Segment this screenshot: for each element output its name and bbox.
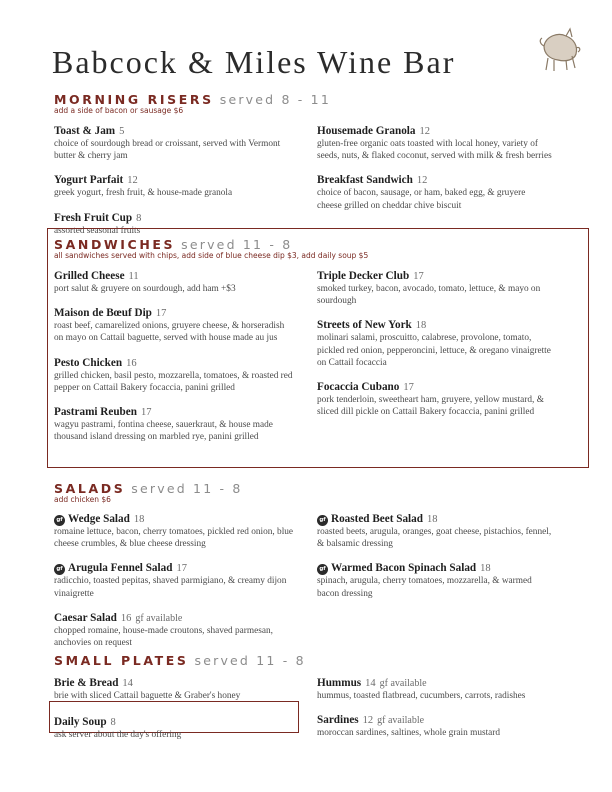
item-name: Housemade Granola <box>317 125 416 137</box>
menu-item <box>54 671 294 702</box>
item-description: moroccan sardines, saltines, whole grain mustard <box>317 728 501 739</box>
item-name: Grilled Cheese <box>54 270 125 282</box>
item-price: 18 <box>133 514 145 525</box>
item-price: 12 <box>127 175 138 187</box>
item-price: 17 <box>176 563 187 575</box>
item-description: port salut & gruyere on sourdough, add ham +$3 <box>54 284 236 294</box>
item-name: Streets of New York <box>317 319 412 332</box>
item-price: 18 <box>415 320 427 332</box>
menu-item <box>54 119 294 162</box>
item-price: 14 <box>365 678 376 689</box>
menu-item <box>54 264 294 295</box>
item-name: Breakfast Sandwich <box>317 174 413 187</box>
item-name: Fresh Fruit Cup <box>54 211 133 224</box>
menu-item <box>54 507 294 550</box>
item-name: Triple Decker Club <box>317 270 410 282</box>
item-price: 8 <box>110 717 116 729</box>
section-note: all sandwiches served with chips, add side of blue cheese dip $3, add daily soup $5 <box>54 251 369 260</box>
item-description: brie with sliced Cattail baguette & Graber's honey <box>54 691 241 701</box>
item-description: smoked turkey, bacon, avocado, tomato, lettuce, & mayo on sourdough <box>317 284 541 307</box>
small-plates-left-column <box>54 671 294 747</box>
item-price: 12 <box>419 126 431 137</box>
item-price: 11 <box>128 271 139 282</box>
item-price: 17 <box>403 382 414 394</box>
section-name: SANDWICHES <box>54 237 176 252</box>
item-description: roasted beets, arugula, oranges, goat cheese, pistachios, fennel, & balsamic dressing <box>317 527 552 550</box>
item-description: spinach, arugula, cherry tomatoes, mozzarella, & warmed bacon dressing <box>317 576 532 599</box>
item-description: assorted seasonal fruits <box>54 225 141 236</box>
item-name: Pastrami Reuben <box>54 406 137 419</box>
menu-item <box>317 507 552 550</box>
section-name: SMALL PLATES <box>54 653 189 668</box>
item-name: Hummus <box>317 677 362 689</box>
menu-item <box>54 351 294 394</box>
item-description: choice of sourdough bread or croissant, served with Vermont butter & cherry jam <box>54 139 281 162</box>
gluten-free-icon: gf <box>54 564 65 575</box>
item-name: Warmed Bacon Spinach Salad <box>331 562 477 575</box>
item-name: Focaccia Cubano <box>317 381 400 394</box>
item-gf-note: gf available <box>135 612 183 624</box>
item-price: 17 <box>155 308 167 320</box>
item-price: 14 <box>122 678 133 689</box>
item-name: Caesar Salad <box>54 611 117 624</box>
item-description: grilled chicken, basil pesto, mozzarella, tomatoes, & roasted red pepper on Cattail Bakery focaccia, panini grilled <box>54 370 293 393</box>
item-price: 8 <box>136 212 142 224</box>
morning-right-column <box>317 119 552 218</box>
item-description: gluten-free organic oats toasted with local honey, variety of seeds, nuts, & flaked coconut, served with milk & fresh berries <box>317 139 552 162</box>
item-description: molinari salami, proscuitto, calabrese, provolone, tomato, pickled red onion, pepperoncini, lettuce, & oregano vinaigrette on Cattail focaccia <box>317 333 551 368</box>
item-gf-note: gf available <box>377 715 425 727</box>
section-name: MORNING RISERS <box>54 92 214 107</box>
menu-item <box>54 606 294 649</box>
item-description: ask server about the day's offering <box>54 730 182 741</box>
item-name: Maison de Bœuf Dip <box>54 307 152 320</box>
gluten-free-icon: gf <box>54 515 65 526</box>
menu-item <box>317 168 552 211</box>
item-gf-note: gf available <box>379 678 427 689</box>
menu-item <box>54 400 294 443</box>
small-plates-right-column <box>317 671 552 745</box>
sandwiches-left-column <box>54 264 294 449</box>
menu-item <box>54 168 294 199</box>
salads-right-column <box>317 507 552 606</box>
menu-item <box>317 375 552 418</box>
menu-item <box>54 301 294 344</box>
menu-item <box>54 710 294 741</box>
section-name: SALADS <box>54 481 126 496</box>
section-time: served 11 - 8 <box>194 653 306 668</box>
item-description: hummus, toasted flatbread, cucumbers, carrots, radishes <box>317 691 526 701</box>
item-name: Daily Soup <box>54 716 107 729</box>
item-price: 18 <box>480 563 491 575</box>
item-price: 12 <box>416 175 428 187</box>
menu-item <box>317 313 552 369</box>
item-description: chopped romaine, house-made croutons, shaved parmesan, anchovies on request <box>54 625 273 649</box>
salads-left-column <box>54 507 294 655</box>
item-name: Roasted Beet Salad <box>331 513 423 525</box>
item-name: Yogurt Parfait <box>54 174 124 187</box>
item-description: wagyu pastrami, fontina cheese, sauerkraut, & house made thousand island dressing on marbled rye, panini grilled <box>54 420 273 443</box>
item-name: Arugula Fennel Salad <box>68 562 173 575</box>
item-description: radicchio, toasted pepitas, shaved parmigiano, & creamy dijon vinaigrette <box>54 576 287 599</box>
menu-item <box>317 708 552 739</box>
item-name: Wedge Salad <box>68 513 130 525</box>
morning-left-column <box>54 119 294 243</box>
menu-item <box>317 119 552 162</box>
item-price: 17 <box>413 271 424 282</box>
item-name: Toast & Jam <box>54 125 116 137</box>
item-price: 17 <box>140 407 152 419</box>
item-price: 16 <box>120 612 132 624</box>
menu-item <box>317 556 552 599</box>
section-note: add a side of bacon or sausage $6 <box>54 106 184 115</box>
pig-logo-icon <box>536 24 582 74</box>
item-name: Sardines <box>317 714 359 727</box>
section-time: served 11 - 8 <box>131 481 243 496</box>
item-description: greek yogurt, fresh fruit, & house-made granola <box>54 188 233 199</box>
item-price: 12 <box>362 715 374 727</box>
item-name: Pesto Chicken <box>54 356 123 369</box>
sandwiches-right-column <box>317 264 552 424</box>
menu-item <box>317 671 552 702</box>
item-price: 5 <box>119 126 125 137</box>
item-description: romaine lettuce, bacon, cherry tomatoes, pickled red onion, blue cheese crumbles, & blue cheese dressing <box>54 527 294 550</box>
gluten-free-icon: gf <box>317 564 328 575</box>
section-time: served 11 - 8 <box>181 237 293 252</box>
gluten-free-icon: gf <box>317 515 328 526</box>
small-plates-heading <box>54 650 306 669</box>
item-price: 18 <box>427 514 438 525</box>
section-note: add chicken $6 <box>54 495 111 504</box>
menu-title: Babcock & Miles Wine Bar <box>52 44 456 80</box>
item-description: roast beef, camarelized onions, gruyere cheese, & horseradish on mayo on Cattail baguette, served with house made au jus <box>54 321 285 344</box>
item-price: 16 <box>126 357 137 369</box>
section-time: served 8 - 11 <box>219 92 331 107</box>
menu-item <box>317 264 552 307</box>
menu-item <box>54 556 294 599</box>
item-description: pork tenderloin, sweetheart ham, gruyere, yellow mustard, & sliced dill pickle on Cattail Bakery focaccia, panini grilled <box>317 395 544 418</box>
item-name: Brie & Bread <box>54 677 119 689</box>
item-description: choice of bacon, sausage, or ham, baked egg, & gruyere cheese grilled on cheddar chive biscuit <box>317 188 526 211</box>
